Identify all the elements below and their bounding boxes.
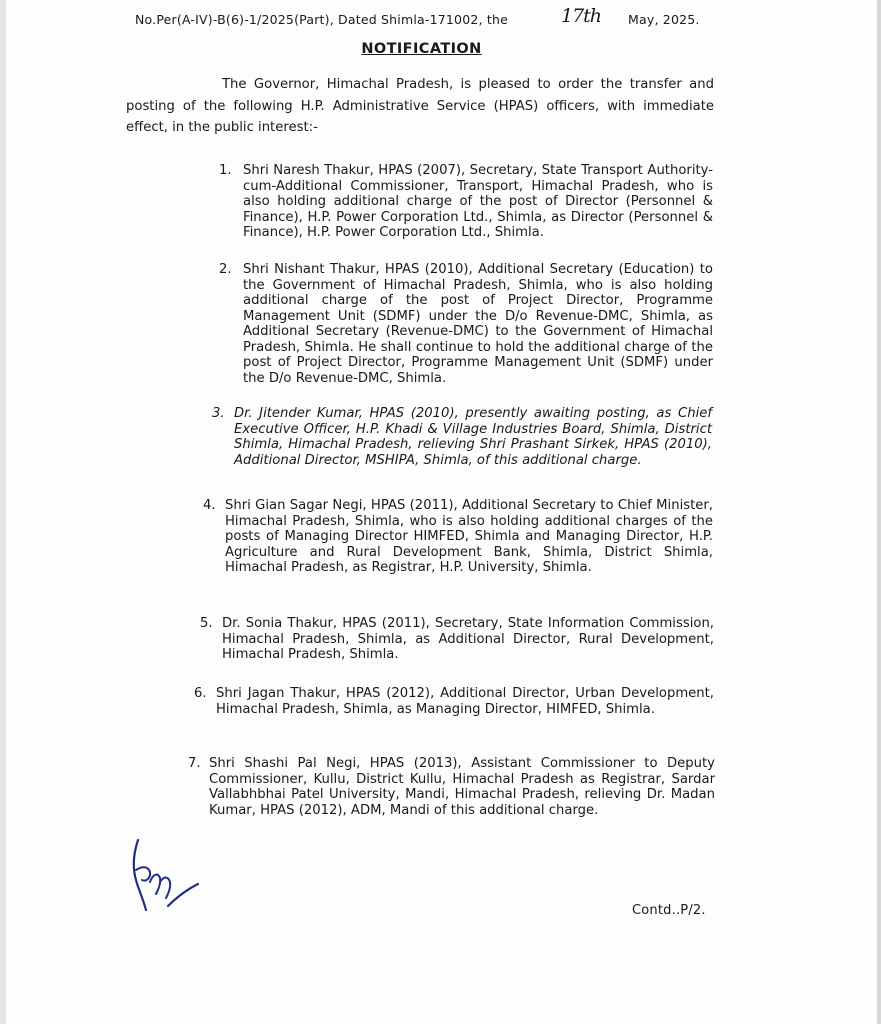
item-text: Shri Nishant Thakur, HPAS (2010), Additional Secretary (Education) to the Government of Himachal Pradesh, Shimla, who is also holding additional charge of the post of Project Director, Programme Management Unit (SDMF) under the D/o Revenue-DMC, Shimla, as Additional Secretary (Revenue-DMC) to the Government of Himachal Pradesh, Shimla. He shall continue to hold the additional charge of the post of Project Director, Programme Management Unit (SDMF) under the D/o Revenue-DMC, Shimla.	[243, 262, 713, 386]
item-text: Shri Shashi Pal Negi, HPAS (2013), Assistant Commissioner to Deputy Commissioner, Kullu, District Kullu, Himachal Pradesh as Registrar, Sardar Vallabhbhai Patel University, Mandi, Himachal Pradesh, relieving Dr. Madan Kumar, HPAS (2012), ADM, Mandi of this additional charge.	[209, 756, 715, 818]
item-number: 3.	[212, 406, 225, 421]
list-item	[188, 756, 715, 818]
item-number: 5.	[200, 616, 213, 631]
continuation-note: Contd..P/2.	[632, 903, 706, 918]
notification-title: NOTIFICATION	[361, 41, 482, 57]
list-item	[219, 163, 713, 241]
list-item	[203, 498, 713, 576]
list-item	[194, 686, 714, 717]
page-left-edge	[0, 0, 6, 1024]
reference-line	[135, 5, 735, 27]
item-text: Dr. Jitender Kumar, HPAS (2010), presently awaiting posting, as Chief Executive Officer, H.P. Khadi & Village Industries Board, Shimla, District Shimla, Himachal Pradesh, relieving Shri Prashant Sirkek, HPAS (2010), Additional Director, MSHIPA, Shimla, of this additional charge.	[234, 406, 712, 468]
item-number: 1.	[219, 163, 232, 178]
item-text: Shri Jagan Thakur, HPAS (2012), Additional Director, Urban Development, Himachal Pradesh, Shimla, as Managing Director, HIMFED, Shimla.	[216, 686, 714, 717]
handwritten-date-day: 17th	[561, 5, 602, 27]
reference-number: No.Per(A-IV)-B(6)-1/2025(Part), Dated Shimla-171002, the	[135, 12, 508, 27]
intro-text: The Governor, Himachal Pradesh, is pleased to order the transfer and posting of the following H.P. Administrative Service (HPAS) officers, with immediate effect, in the public interest:-	[126, 77, 714, 135]
list-item	[212, 406, 712, 468]
item-number: 4.	[203, 498, 216, 513]
item-number: 6.	[194, 686, 207, 701]
date-month-year: May, 2025.	[628, 12, 700, 27]
list-item	[200, 616, 714, 663]
intro-paragraph	[126, 74, 714, 139]
item-text: Shri Naresh Thakur, HPAS (2007), Secretary, State Transport Authority-cum-Additional Commissioner, Transport, Himachal Pradesh, who is also holding additional charge of the post of Director (Personnel & Finance), H.P. Power Corporation Ltd., Shimla, as Director (Personnel & Finance), H.P. Power Corporation Ltd., Shimla.	[243, 163, 713, 240]
item-number: 2.	[219, 262, 232, 277]
item-text: Shri Gian Sagar Negi, HPAS (2011), Additional Secretary to Chief Minister, Himachal Pradesh, Shimla, who is also holding additional charges of the posts of Managing Director HIMFED, Shimla and Managing Director, H.P. Agriculture and Rural Development Bank, Shimla, District Shimla, Himachal Pradesh, as Registrar, H.P. University, Shimla.	[225, 498, 713, 575]
page-right-edge	[877, 0, 881, 1024]
signature-icon	[120, 836, 205, 916]
list-item	[219, 262, 713, 386]
item-text: Dr. Sonia Thakur, HPAS (2011), Secretary, State Information Commission, Himachal Pradesh, Shimla, as Additional Director, Rural Development, Himachal Pradesh, Shimla.	[222, 616, 714, 662]
item-number: 7.	[188, 756, 201, 771]
